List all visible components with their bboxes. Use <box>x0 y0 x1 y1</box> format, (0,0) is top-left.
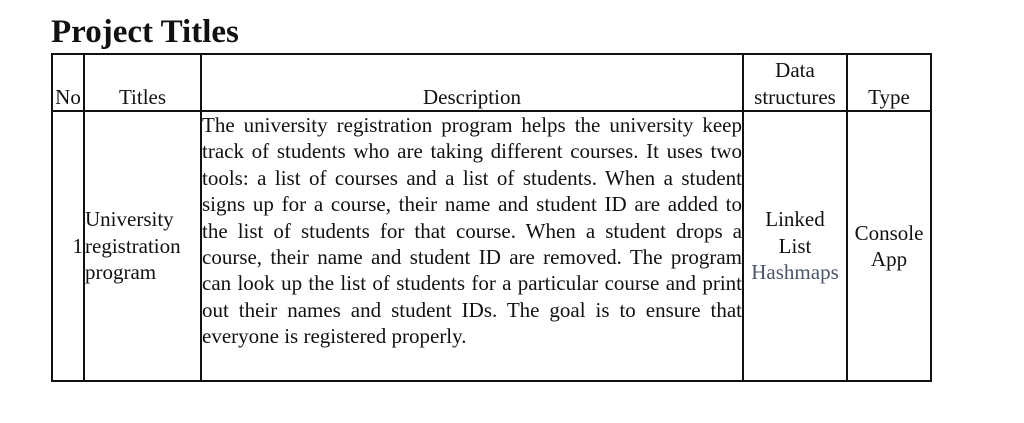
data-structure-linked: Linked <box>765 207 825 232</box>
row-number: 1 <box>52 111 84 381</box>
row-type: Console App <box>847 111 931 381</box>
header-data-structures <box>743 54 847 111</box>
row-title: University registration program <box>84 111 201 381</box>
header-data-structures-line2: structures <box>754 84 836 109</box>
data-structure-hashmaps[interactable]: Hashmaps <box>751 260 839 285</box>
header-description: Description <box>201 54 743 111</box>
header-type: Type <box>847 54 931 111</box>
header-no: No <box>52 54 84 111</box>
row-description: The university registration program helps the university keep track of students who are taking different courses. It uses two tools: a list of courses and a list of students. When a student signs up for a course, their name and student ID are added to the list of students for that course. When a student drops a course, their name and student ID are removed. The program can look up the list of students for a particular course and print out their names and student IDs. The goal is to ensure that everyone is registered properly. <box>201 111 743 381</box>
row-data-structures <box>743 111 847 381</box>
table-row <box>52 111 931 381</box>
page-title: Project Titles <box>51 14 239 50</box>
data-structure-list: List <box>778 233 812 258</box>
header-data-structures-line1: Data <box>775 58 815 83</box>
header-titles: Titles <box>84 54 201 111</box>
table-header-row <box>52 54 931 111</box>
projects-table <box>51 53 932 382</box>
